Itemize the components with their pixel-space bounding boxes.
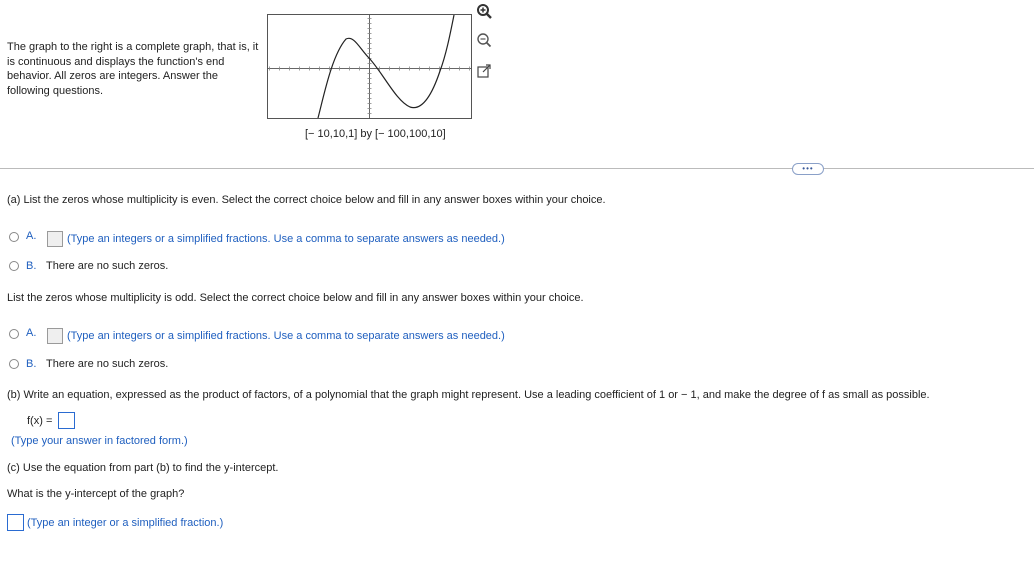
- part-a2-question: List the zeros whose multiplicity is odd. Select the correct choice below and fill in any answer boxes within your choice.: [7, 292, 584, 304]
- part-a-option-b-text: There are no such zeros.: [46, 260, 169, 272]
- graph-window-caption: [− 10,10,1] by [− 100,100,10]: [305, 128, 446, 140]
- fx-answer-input[interactable]: [58, 412, 75, 429]
- function-graph: [267, 14, 472, 119]
- part-a2-odd-zeros-input[interactable]: [47, 328, 63, 344]
- fx-label: f(x) =: [27, 415, 53, 427]
- popout-icon[interactable]: [475, 62, 493, 80]
- more-button[interactable]: •••: [792, 163, 824, 175]
- part-a2-option-b-text: There are no such zeros.: [46, 358, 169, 370]
- part-a-option-a-letter: A.: [26, 230, 37, 242]
- zoom-out-icon[interactable]: [475, 31, 493, 49]
- part-a2-option-b-letter: B.: [26, 358, 37, 370]
- part-c-prompt: What is the y-intercept of the graph?: [7, 488, 185, 500]
- part-a-option-a-hint: (Type an integers or a simplified fractions. Use a comma to separate answers as needed.): [67, 233, 505, 245]
- part-a2-radio-a[interactable]: [9, 329, 19, 339]
- problem-intro: The graph to the right is a complete graph, that is, it is continuous and displays the function's end behavior. All zeros are integers. Answer the following questions.: [7, 41, 259, 97]
- part-b-hint: (Type your answer in factored form.): [11, 435, 188, 447]
- part-a-radio-a[interactable]: [9, 232, 19, 242]
- part-a-even-zeros-input[interactable]: [47, 231, 63, 247]
- part-a-radio-b[interactable]: [9, 261, 19, 271]
- part-a2-option-a-hint: (Type an integers or a simplified fractions. Use a comma to separate answers as needed.): [67, 330, 505, 342]
- part-a2-option-a-letter: A.: [26, 327, 37, 339]
- part-a-question: (a) List the zeros whose multiplicity is even. Select the correct choice below and fill in any answer boxes within your choice.: [7, 194, 606, 206]
- function-curve: [318, 15, 454, 118]
- part-c-question: (c) Use the equation from part (b) to find the y-intercept.: [7, 462, 279, 474]
- section-divider: [0, 168, 1034, 169]
- part-a2-radio-b[interactable]: [9, 359, 19, 369]
- part-b-question: (b) Write an equation, expressed as the product of factors, of a polynomial that the graph might represent. Use a leading coefficient of 1 or − 1, and make the degree of f as small as possible.: [7, 389, 930, 401]
- part-a-option-b-letter: B.: [26, 260, 37, 272]
- y-intercept-input[interactable]: [7, 514, 24, 531]
- zoom-in-icon[interactable]: [475, 2, 493, 20]
- part-c-hint: (Type an integer or a simplified fraction.): [27, 517, 224, 529]
- graph-svg: [268, 15, 471, 118]
